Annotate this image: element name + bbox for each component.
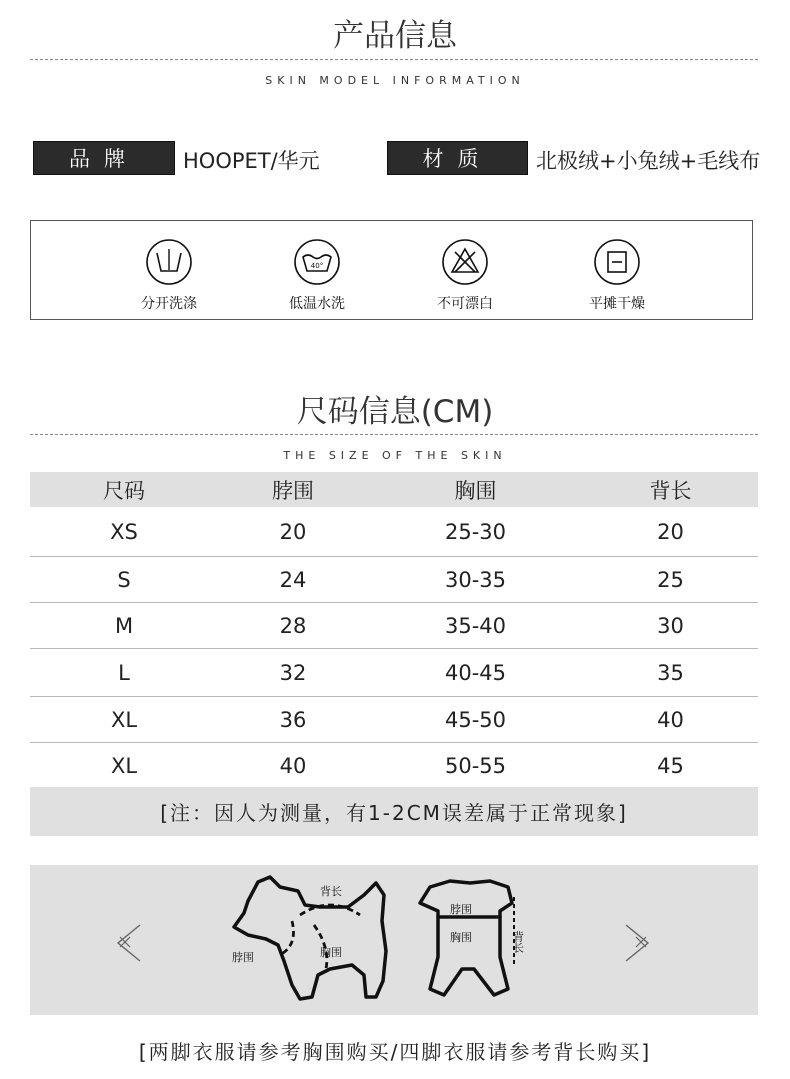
brand-label-text: 品牌 — [69, 147, 139, 171]
neck-text: 脖围 — [232, 951, 254, 964]
dog-outline-icon — [234, 877, 386, 999]
table-cell: L — [118, 660, 130, 685]
diagram-art — [30, 865, 758, 1015]
table-row — [30, 507, 758, 557]
table-cell: 50-55 — [444, 753, 507, 778]
neck-line — [280, 921, 294, 955]
care-instructions — [30, 220, 753, 320]
table-header — [30, 472, 758, 507]
table-cell: 25-30 — [444, 519, 507, 544]
table-cell: 35-40 — [444, 613, 507, 638]
care-label: 低温水洗 — [289, 296, 345, 312]
shirt-neck-text: 脖围 — [450, 903, 472, 916]
product-title: 产品信息 — [333, 18, 457, 54]
table-row — [30, 603, 758, 649]
material-label-text: 材质 — [422, 147, 493, 171]
size-table — [30, 472, 758, 788]
shirt-back-text: 背长 — [511, 931, 525, 953]
measurement-note: [注：因人为测量，有1-2CM误差属于正常现象] — [30, 787, 758, 836]
header-cell: 背长 — [649, 478, 692, 503]
table-cell: 32 — [279, 660, 307, 685]
table-cell: 45-50 — [444, 707, 507, 732]
care-item — [109, 237, 229, 313]
brand-value: HOOPET/华元 — [183, 149, 320, 173]
table-cell: XL — [110, 753, 138, 778]
table-cell: 45 — [657, 753, 684, 778]
table-row — [30, 697, 758, 743]
care-label: 平摊干燥 — [589, 296, 645, 312]
measurement-diagram — [30, 865, 758, 1015]
material-label — [387, 141, 528, 175]
shirt-chest-text: 胸围 — [450, 931, 472, 944]
table-cell: 40 — [279, 753, 307, 778]
table-cell: 30-35 — [444, 567, 507, 592]
back-length-text: 背长 — [320, 885, 342, 898]
divider — [30, 434, 758, 435]
care-label: 不可漂白 — [437, 296, 493, 312]
table-cell: 40-45 — [444, 660, 507, 685]
flat-dry-icon — [592, 237, 642, 287]
care-item — [257, 237, 377, 313]
table-cell: 20 — [279, 519, 307, 544]
chest-text: 胸围 — [320, 946, 342, 959]
table-row — [30, 743, 758, 788]
no-bleach-icon — [440, 237, 490, 287]
brand-label — [33, 141, 175, 175]
header-cell: 脖围 — [272, 478, 314, 503]
chevron-left-icon[interactable] — [118, 925, 140, 961]
table-cell: 20 — [657, 519, 684, 544]
divider — [30, 59, 758, 60]
header-cell: 尺码 — [103, 478, 145, 503]
table-cell: 40 — [657, 707, 684, 732]
table-cell: 35 — [657, 660, 684, 685]
material-value: 北极绒+小兔绒+毛线布 — [536, 149, 761, 173]
table-cell: M — [114, 613, 134, 638]
table-row — [30, 557, 758, 603]
wash-separately-icon — [144, 237, 194, 287]
table-cell: XS — [110, 519, 138, 544]
table-cell: 24 — [279, 567, 307, 592]
table-cell: XL — [110, 707, 138, 732]
table-cell: S — [117, 567, 131, 592]
temp-text: 40° — [310, 262, 324, 270]
low-temp-wash-icon — [292, 237, 342, 287]
table-cell: 30 — [657, 613, 684, 638]
product-subtitle: SKIN MODEL INFORMATION — [265, 74, 525, 87]
size-title: 尺码信息(CM) — [296, 394, 494, 430]
care-item — [557, 237, 677, 313]
size-subtitle: THE SIZE OF THE SKIN — [283, 449, 507, 462]
chevron-right-icon[interactable] — [626, 925, 648, 961]
table-cell: 36 — [279, 707, 307, 732]
table-cell: 25 — [657, 567, 684, 592]
table-cell: 28 — [279, 613, 307, 638]
care-label: 分开洗涤 — [141, 296, 197, 312]
table-row — [30, 649, 758, 697]
header-cell: 胸围 — [454, 478, 497, 503]
purchase-note: [两脚衣服请参考胸围购买/四脚衣服请参考背长购买] — [138, 1040, 652, 1064]
care-item — [405, 237, 525, 313]
